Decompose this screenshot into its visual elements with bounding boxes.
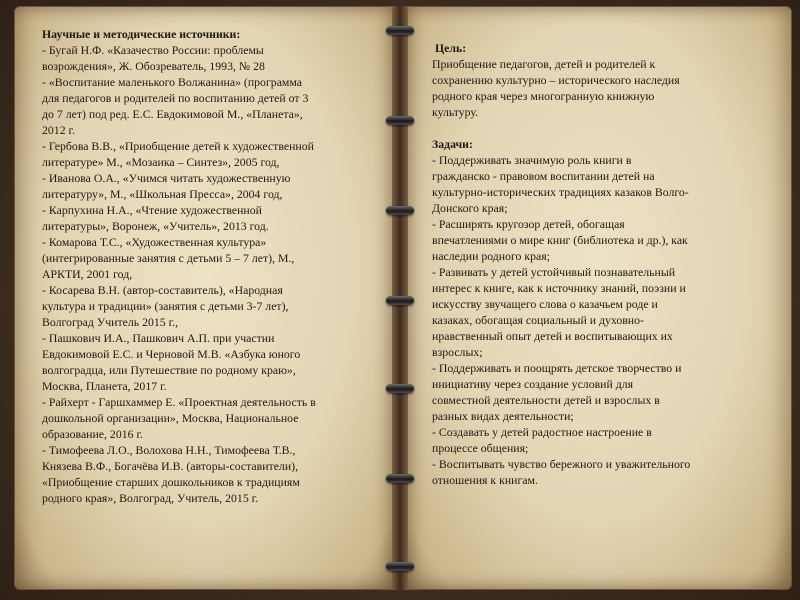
task-line: интерес к книге, как к источнику знаний, поэзии и xyxy=(432,281,686,295)
goal-line: Приобщение педагогов, детей и родителей к xyxy=(432,57,656,71)
task-line: разных видах деятельности; xyxy=(432,409,574,423)
binder-ring-icon xyxy=(386,116,414,125)
binder-ring-icon xyxy=(386,384,414,393)
task-line: Донского края; xyxy=(432,201,508,215)
sources-line: Москва, Планета, 2017 г. xyxy=(42,379,167,393)
sources-line: дошкольной организации», Москва, Национальное xyxy=(42,411,299,425)
sources-line: Евдокимовой Е.С. и Черновой М.В. «Азбука юного xyxy=(42,347,301,361)
task-line: гражданско - правовом воспитании детей на xyxy=(432,169,655,183)
goals-and-tasks xyxy=(432,40,752,488)
sources-line: - Гербова В.В., «Приобщение детей к художественной xyxy=(42,139,314,153)
sources-line: - «Воспитание маленького Волжанина» (программа xyxy=(42,75,303,89)
task-line: - Расширять кругозор детей, обогащая xyxy=(432,217,625,231)
goal-heading: Цель: xyxy=(432,41,467,55)
task-line: казаках, обогащая социальный и духовно- xyxy=(432,313,644,327)
goal-line: сохранению культурно – исторического наследия xyxy=(432,73,680,87)
sources-list xyxy=(42,26,378,506)
sources-line: - Косарева В.Н. (автор-составитель), «Народная xyxy=(42,283,283,297)
sources-line: образование, 2016 г. xyxy=(42,427,143,441)
sources-heading: Научные и методические источники: xyxy=(42,27,241,41)
task-line: культурно-исторических традициях казаков Волго- xyxy=(432,185,689,199)
spacer xyxy=(432,120,752,136)
sources-line: литературу», М., «Школьная Пресса», 2004 год, xyxy=(42,187,283,201)
binder-ring-icon xyxy=(386,26,414,35)
goal-line: родного края через многогранную книжную xyxy=(432,89,655,103)
binder-ring-icon xyxy=(386,206,414,215)
task-line: совместной деятельности детей и взрослых в xyxy=(432,393,660,407)
goal-line: культуру. xyxy=(432,105,479,119)
task-line: - Поддерживать и поощрять детское творчество и xyxy=(432,361,682,375)
sources-line: АРКТИ, 2001 год, xyxy=(42,267,133,281)
task-line: инициативу через создание условий для xyxy=(432,377,634,391)
task-line: впечатлениями о мире книг (библиотека и др.), как xyxy=(432,233,688,247)
sources-line: - Карпухина Н.А., «Чтение художественной xyxy=(42,203,262,217)
task-line: - Воспитывать чувство бережного и уважительного xyxy=(432,457,691,471)
sources-line: культура и традиции» (занятия с детьми 3-7 лет), xyxy=(42,299,289,313)
sources-line: родного края», Волгоград, Учитель, 2015 г. xyxy=(42,491,259,505)
task-line: - Развивать у детей устойчивый познавательный xyxy=(432,265,676,279)
tasks-heading: Задачи: xyxy=(432,137,473,151)
task-line: нравственный опыт детей и воспитывающих их xyxy=(432,329,673,343)
task-line: - Поддерживать значимую роль книги в xyxy=(432,153,632,167)
task-line: процессе общения; xyxy=(432,441,529,455)
sources-line: литературы», Воронеж, «Учитель», 2013 год. xyxy=(42,219,269,233)
task-line: искусству звучащего слова о казачьем роде и xyxy=(432,297,658,311)
sources-line: для педагогов и родителей по воспитанию детей от 3 xyxy=(42,91,309,105)
task-line: наследии родного края; xyxy=(432,249,550,263)
sources-line: - Райхерт - Гаршхаммер Е. «Проектная деятельность в xyxy=(42,395,316,409)
sources-line: (интегрированные занятия с детьми 5 – 7 лет), М., xyxy=(42,251,295,265)
sources-line: - Пашкович И.А., Пашкович А.П. при участии xyxy=(42,331,275,345)
sources-line: - Комарова Т.С., «Художественная культура» xyxy=(42,235,267,249)
sources-line: 2012 г. xyxy=(42,123,75,137)
task-line: отношения к книгам. xyxy=(432,473,538,487)
sources-line: «Приобщение старших дошкольников к традициям xyxy=(42,475,300,489)
sources-line: до 7 лет) под ред. Е.С. Евдокимовой М., «Планета», xyxy=(42,107,303,121)
task-line: - Создавать у детей радостное настроение в xyxy=(432,425,652,439)
sources-line: - Бугай Н.Ф. «Казачество России: проблемы xyxy=(42,43,264,57)
sources-line: - Тимофеева Л.О., Волохова Н.Н., Тимофеева Т.В., xyxy=(42,443,296,457)
binder-ring-icon xyxy=(386,296,414,305)
binder-ring-icon xyxy=(386,562,414,571)
binder-ring-icon xyxy=(386,474,414,483)
sources-line: литературе» М., «Мозаика – Синтез», 2005 год, xyxy=(42,155,280,169)
sources-line: Князева В.Ф., Богачёва И.В. (авторы-составители), xyxy=(42,459,299,473)
task-line: взрослых; xyxy=(432,345,483,359)
sources-line: волгоградца, или Путешествие по родному краю», xyxy=(42,363,296,377)
sources-line: Волгоград Учитель 2015 г., xyxy=(42,315,179,329)
sources-line: возрождения», Ж. Обозреватель, 1993, № 28 xyxy=(42,59,265,73)
sources-line: - Иванова О.А., «Учимся читать художественную xyxy=(42,171,291,185)
